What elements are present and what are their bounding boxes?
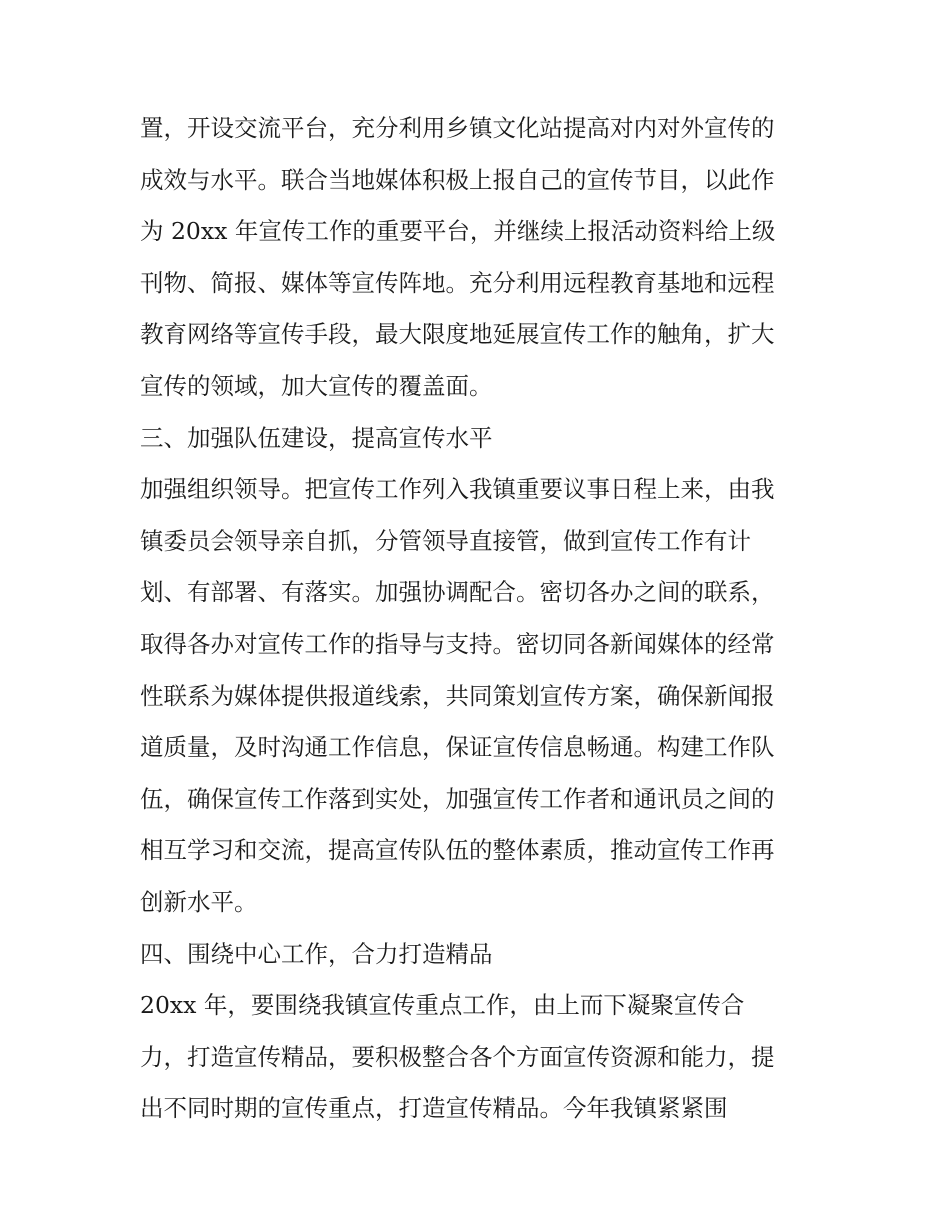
text-line: 创新水平。 [140, 887, 258, 916]
text-line: 道质量，及时沟通工作信息，保证宣传信息畅通。构建工作队 [140, 733, 775, 762]
text-line: 取得各办对宣传工作的指导与支持。密切同各新闻媒体的经常 [140, 629, 775, 658]
text-line: 镇委员会领导亲自抓，分管领导直接管，做到宣传工作有计 [140, 526, 751, 555]
text-line: 出不同时期的宣传重点，打造宣传精品。今年我镇紧紧围 [140, 1094, 728, 1123]
text-line: 成效与水平。联合当地媒体积极上报自己的宣传节目，以此作 [140, 165, 775, 194]
text-line: 伍，确保宣传工作落到实处，加强宣传工作者和通讯员之间的 [140, 784, 775, 813]
text-line: 20xx 年，要围绕我镇宣传重点工作，由上而下凝聚宣传合 [140, 991, 745, 1020]
text-line: 刊物、简报、媒体等宣传阵地。充分利用远程教育基地和远程 [140, 268, 775, 297]
text-line: 力，打造宣传精品，要积极整合各个方面宣传资源和能力，提 [140, 1042, 775, 1071]
text-line: 划、有部署、有落实。加强协调配合。密切各办之间的联系， [140, 578, 775, 607]
text-line: 相互学习和交流，提高宣传队伍的整体素质，推动宣传工作再 [140, 836, 775, 865]
text-line: 为 20xx 年宣传工作的重要平台，并继续上报活动资料给上级 [140, 217, 776, 246]
section-heading: 四、围绕中心工作，合力打造精品 [140, 939, 493, 968]
document-body [140, 108, 820, 1140]
section-heading: 三、加强队伍建设，提高宣传水平 [140, 423, 493, 452]
text-line: 加强组织领导。把宣传工作列入我镇重要议事日程上来，由我 [140, 475, 775, 504]
text-line: 性联系为媒体提供报道线索，共同策划宣传方案，确保新闻报 [140, 681, 775, 710]
text-line: 置，开设交流平台，充分利用乡镇文化站提高对内对外宣传的 [140, 114, 775, 142]
text-line: 教育网络等宣传手段，最大限度地延展宣传工作的触角，扩大 [140, 320, 775, 349]
text-line: 宣传的领域，加大宣传的覆盖面。 [140, 371, 493, 400]
